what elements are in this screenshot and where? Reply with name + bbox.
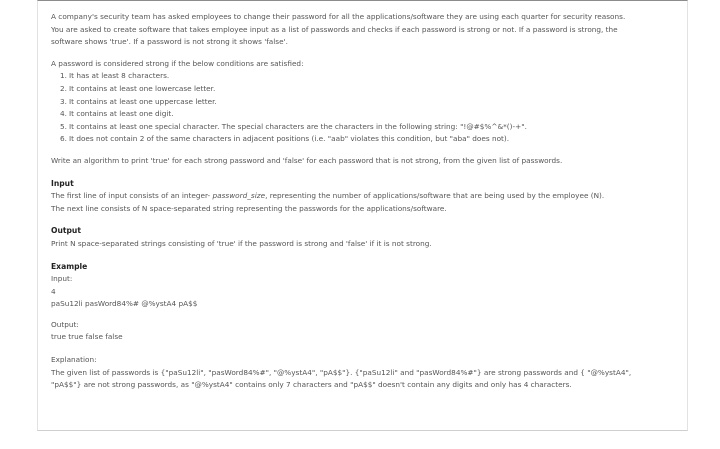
- criteria-item: 2. It contains at least one lowercase letter.: [60, 83, 216, 93]
- criteria-item: 3. It contains at least one uppercase letter.: [60, 96, 217, 106]
- problem-panel: [37, 0, 688, 431]
- explanation-line-1: The given list of passwords is {"paSu12li", "pasWord84%#", "@%ystA4", "pA$$"}. {"paSu12li" and "pasWord84%#"} are strong passwords and { "@%ystA4",: [51, 367, 632, 377]
- criteria-lead: A password is considered strong if the below conditions are satisfied:: [51, 58, 304, 68]
- criteria-list: [51, 70, 683, 146]
- input-line-2: The next line consists of N space-separated string representing the passwords for the applications/software.: [51, 203, 447, 213]
- example-input-label: Input:: [51, 274, 73, 284]
- explanation-line-2: "pA$$"} are not strong passwords, as "@%ystA4" contains only 7 characters and "pA$$" doesn't contain any digits and only has 4 characters.: [51, 380, 572, 390]
- criteria-item: 4. It contains at least one digit.: [60, 109, 174, 119]
- example-output-value: true true false false: [51, 332, 123, 342]
- criteria-item: 1. It has at least 8 characters.: [60, 71, 170, 81]
- explanation-label: Explanation:: [51, 355, 97, 365]
- output-line-1: Print N space-separated strings consisting of 'true' if the password is strong and 'false' if it is not strong.: [51, 238, 432, 248]
- intro-line-2: You are asked to create software that takes employee input as a list of passwords and checks if each password is strong or not. If a password is strong, the: [51, 24, 618, 34]
- intro-line-3: software shows 'true'. If a password is not strong it shows 'false'.: [51, 37, 288, 47]
- criteria-item: 5. It contains at least one special character. The special characters are the characters in the following string: "!@#$%^&*()-+".: [60, 121, 527, 131]
- intro-line-1: A company's security team has asked employees to change their password for all the applications/software they are using each quarter for security reasons.: [51, 12, 626, 21]
- input-heading: Input: [51, 178, 74, 188]
- input-line-1: The first line of input consists of an integer- password_size, representing the number of applications/software that are being used by the employee (N).: [51, 191, 605, 201]
- example-input-passwords: paSu12li pasWord84%# @%ystA4 pA$$: [51, 299, 198, 309]
- example-input-count: 4: [51, 286, 56, 296]
- problem-statement: [51, 11, 683, 392]
- output-heading: Output: [51, 226, 81, 236]
- example-output-label: Output:: [51, 319, 79, 329]
- example-heading: Example: [51, 261, 88, 271]
- criteria-item: 6. It does not contain 2 of the same characters in adjacent positions (i.e. "aab" violates this condition, but "aba" does not).: [60, 134, 510, 144]
- task-statement: Write an algorithm to print 'true' for each strong password and 'false' for each password that is not strong, from the given list of passwords.: [51, 155, 563, 165]
